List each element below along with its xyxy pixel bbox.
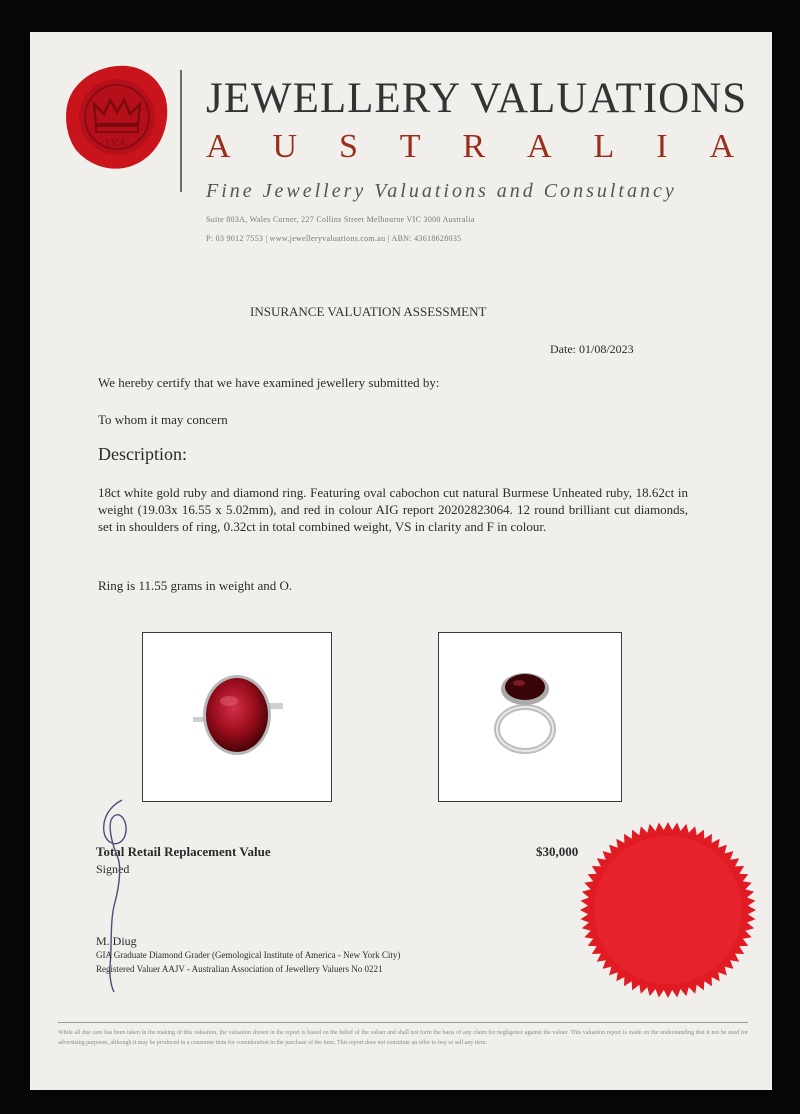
brand-letter: A: [709, 128, 734, 165]
valuation-label: Total Retail Replacement Value: [96, 844, 271, 859]
ring-side-image: [439, 633, 621, 801]
brand-country: [206, 128, 734, 166]
weight-statement: Ring is 11.55 grams in weight and O.: [98, 578, 293, 593]
brand-name: JEWELLERY VALUATIONS: [206, 75, 748, 122]
brand-letter: L: [593, 128, 615, 165]
description-text: 18ct white gold ruby and diamond ring. Featuring oval cabochon cut natural Burmese Unheated ruby, 18.62ct in weight (19.03x 16.55 x 5.02mm), and red in colour AIG report 20202823064. 12 round brilliant cut diamonds, set in shoulders of ring, 0.32ct in total combined weight, VS in clarity and F in colour.: [98, 485, 688, 534]
valuation-amount: $30,000: [536, 844, 579, 859]
description-heading: Description:: [98, 444, 187, 464]
red-foil-seal: [578, 820, 758, 1000]
tagline: Fine Jewellery Valuations and Consultancy: [206, 180, 677, 202]
signed-label: Signed: [96, 862, 130, 876]
company-address: Suite 803A, Wales Corner, 227 Collins Street Melbourne VIC 3000 Australia: [206, 215, 475, 224]
brand-letter: S: [338, 128, 358, 165]
seal-monogram: J.V.A.: [105, 139, 129, 149]
certification-statement: We hereby certify that we have examined jewellery submitted by:: [98, 375, 440, 390]
ring-photo-side-view: [438, 632, 622, 802]
ring-photo-top-view: [142, 632, 332, 802]
signatory-name: M. Diug: [96, 934, 137, 948]
brand-letter: A: [206, 128, 231, 165]
letterhead-divider: [180, 70, 182, 192]
brand-letter: T: [399, 128, 421, 165]
certificate-paper: [30, 32, 772, 1090]
signatory-credential: GIA Graduate Diamond Grader (Gemological Institute of America - New York City): [96, 950, 401, 960]
company-contact: P: 03 9012 7553 | www.jewelleryvaluations.com.au | ABN: 43618628035: [206, 234, 462, 243]
brand-letter: A: [527, 128, 552, 165]
footer-divider: [58, 1022, 748, 1023]
document-title: INSURANCE VALUATION ASSESSMENT: [250, 304, 487, 319]
brand-letter: I: [656, 128, 668, 165]
footer-disclaimer: While all due care has been taken in the making of this valuation, the valuation shown in the report is based on the belief of the valuer and shall not form the basis of any claim for negligence against the valuer. This valuation report is made on the understanding that it not be used for advertising purposes, although it may be produced in a consumer item for consideration in the purchase of the item. This report does not constitute an offer to buy or sell any item.: [58, 1030, 748, 1046]
brand-letter: R: [462, 128, 486, 165]
signatory-credential: Registered Valuer AAJV - Australian Association of Jewellery Valuers No 0221: [96, 964, 383, 974]
document-date: Date: 01/08/2023: [550, 342, 634, 356]
recipient: To whom it may concern: [98, 412, 228, 427]
ruby-ring-image: [143, 633, 331, 801]
wax-seal-logo: [62, 62, 172, 172]
brand-letter: U: [272, 128, 298, 165]
